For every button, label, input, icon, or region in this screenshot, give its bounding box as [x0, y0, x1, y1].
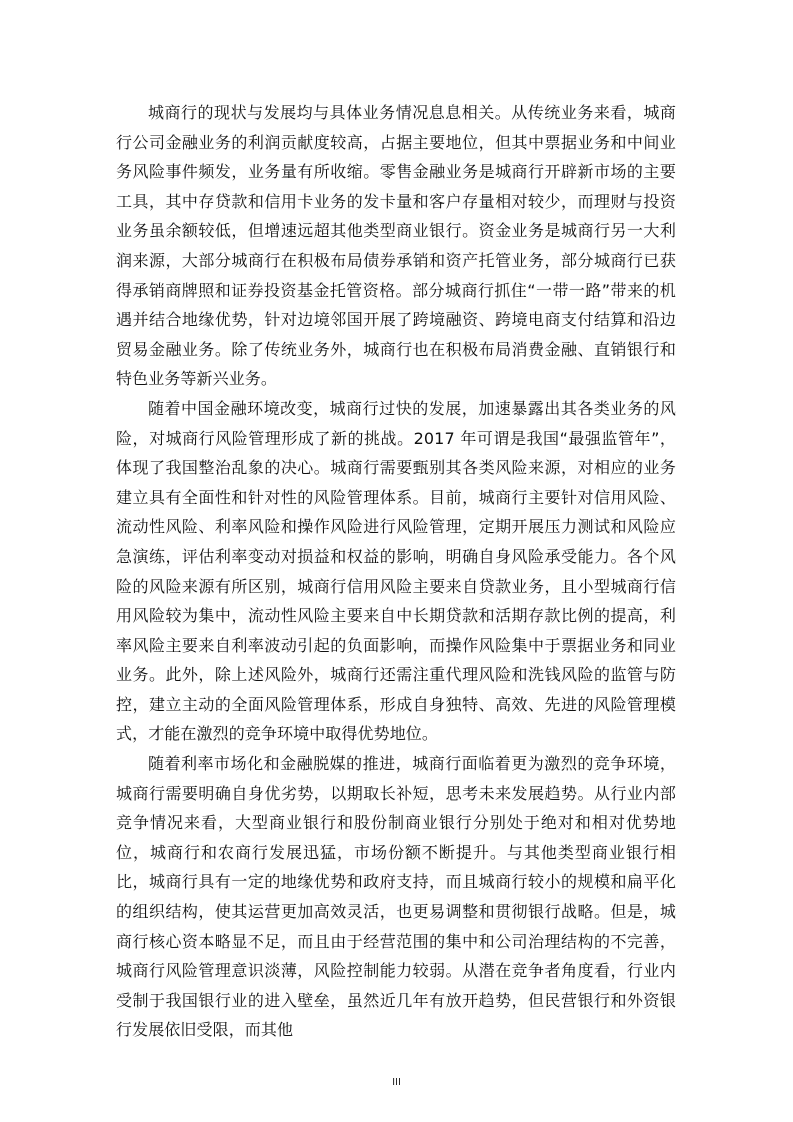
paragraph-business-status: 城商行的现状与发展均与具体业务情况息息相关。从传统业务来看，城商行公司金融业务的利润贡献度较高，占据主要地位，但其中票据业务和中间业务风险事件频发，业务量有所收缩。零售金融业务是城商行开辟新市场的主要工具，其中存贷款和信用卡业务的发卡量和客户存量相对较少，而理财与投资业务虽余额较低，但增速远超其他类型商业银行。资金业务是城商行另一大利润来源，大部分城商行在积极布局债券承销和资产托管业务，部分城商行已获得承销商牌照和证券投资基金托管资格。部分城商行抓住“一带一路”带来的机遇并结合地缘优势，针对边境邻国开展了跨境融资、跨境电商支付结算和沿边贸易金融业务。除了传统业务外，城商行也在积极布局消费金融、直销银行和特色业务等新兴业务。	[116, 103, 676, 389]
paragraph-competition: 随着利率市场化和金融脱媒的推进，城商行面临着更为激烈的竞争环境，城商行需要明确自身优劣势，以期取长补短，思考未来发展趋势。从行业内部竞争情况来看，大型商业银行和股份制商业银行分别处于绝对和相对优势地位，城商行和农商行发展迅猛，市场份额不断提升。与其他类型商业银行相比，城商行具有一定的地缘优势和政府支持，而且城商行较小的规模和扁平化的组织结构，使其运营更加高效灵活，也更易调整和贯彻银行战略。但是，城商行核心资本略显不足，而且由于经营范围的集中和公司治理结构的不完善，城商行风险管理意识淡薄，风险控制能力较弱。从潜在竞争者角度看，行业内受制于我国银行业的进入壁垒，虽然近几年有放开趋势，但民营银行和外资银行发展依旧受限，而其他	[116, 754, 676, 1040]
page-number: III	[392, 1077, 401, 1088]
paragraph-risk-management: 随着中国金融环境改变，城商行过快的发展，加速暴露出其各类业务的风险，对城商行风险管理形成了新的挑战。2017 年可谓是我国“最强监管年”，体现了我国整治乱象的决心。城商行需要甄别其各类风险来源，对相应的业务建立具有全面性和针对性的风险管理体系。目前，城商行主要针对信用风险、流动性风险、利率风险和操作风险进行风险管理，定期开展压力测试和风险应急演练，评估利率变动对损益和权益的影响，明确自身风险承受能力。各个风险的风险来源有所区别，城商行信用风险主要来自贷款业务，且小型城商行信用风险较为集中，流动性风险主要来自中长期贷款和活期存款比例的提高，利率风险主要来自利率波动引起的负面影响，而操作风险集中于票据业务和同业业务。此外，除上述风险外，城商行还需注重代理风险和洗钱风险的监管与防控，建立主动的全面风险管理体系，形成自身独特、高效、先进的风险管理模式，才能在激烈的竞争环境中取得优势地位。	[116, 398, 676, 744]
document-body	[116, 98, 676, 1045]
